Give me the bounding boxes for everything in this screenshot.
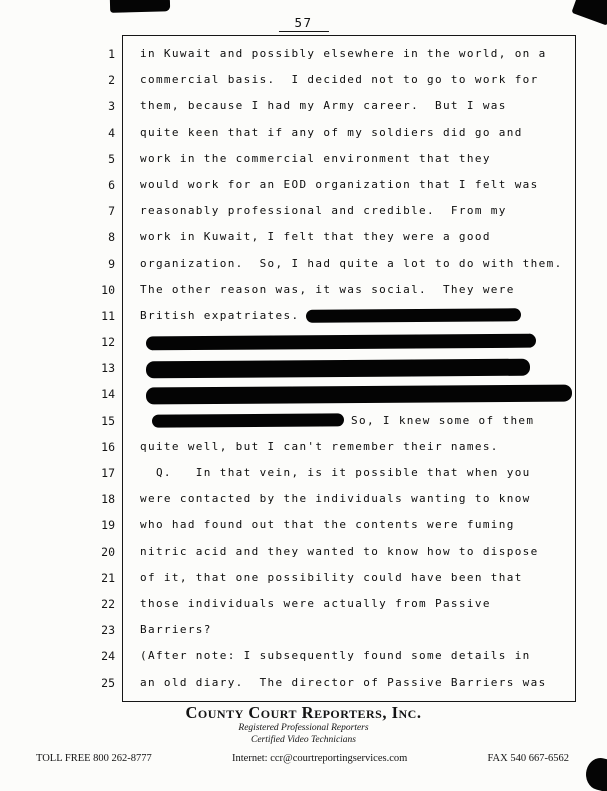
footer-company-name: County Court Reporters, Inc.: [185, 703, 422, 722]
transcript-line: [70, 93, 576, 119]
line-text-content: commercial basis. I decided not to go to work for: [140, 73, 539, 87]
line-number: 20: [101, 544, 115, 559]
line-number: 23: [101, 623, 115, 638]
transcript-line: [70, 486, 576, 512]
transcript-line: [70, 277, 576, 303]
line-number: 5: [108, 151, 115, 166]
line-text-content: work in Kuwait, I felt that they were a good: [140, 230, 491, 244]
line-number: 1: [108, 47, 115, 61]
line-text-content: The other reason was, it was social. They were: [140, 282, 515, 296]
line-text: [140, 251, 563, 277]
line-text-content: those individuals were actually from Passive: [140, 596, 491, 610]
line-number: 9: [108, 256, 115, 271]
line-text: [140, 146, 491, 172]
transcript-line: [70, 198, 576, 224]
line-number: 21: [101, 570, 115, 585]
line-text-content: in Kuwait and possibly elsewhere in the world, on a: [140, 47, 547, 60]
line-number: 16: [101, 439, 115, 454]
line-number: 8: [108, 230, 115, 245]
line-text: [140, 172, 539, 198]
line-text: [140, 670, 547, 696]
line-text-content: quite keen that if any of my soldiers did go and: [140, 125, 523, 139]
transcript-line: [70, 565, 576, 591]
line-number: 3: [108, 99, 115, 114]
transcript-line: [70, 120, 576, 146]
transcript-line: [70, 67, 576, 93]
line-text: [140, 434, 499, 460]
line-text: [140, 277, 515, 303]
transcript-line: [70, 617, 576, 643]
footer: [0, 703, 607, 764]
footer-tagline-certified: Certified Video Technicians: [250, 734, 356, 745]
line-number: 13: [101, 361, 115, 376]
transcript-line: [70, 539, 576, 565]
line-number: 2: [108, 73, 115, 88]
line-text-content: quite well, but I can't remember their names.: [140, 439, 499, 453]
line-number: 14: [101, 387, 115, 402]
line-text: [140, 355, 530, 381]
line-number: 15: [101, 413, 115, 428]
line-text: [140, 539, 539, 565]
line-text: [140, 329, 536, 355]
redaction-bar: [146, 384, 572, 404]
transcript-line: [70, 251, 576, 277]
line-text: [140, 460, 531, 486]
line-text-content: reasonably professional and credible. From my: [140, 204, 507, 218]
transcript-line: [70, 591, 576, 617]
line-number: 19: [101, 518, 115, 533]
line-number: 24: [101, 649, 115, 664]
line-text-content: work in the commercial environment that they: [140, 151, 491, 165]
line-text: [140, 120, 523, 146]
transcript-line: [70, 434, 576, 460]
line-number: 11: [101, 308, 115, 323]
line-text: [140, 591, 491, 617]
line-text: [140, 41, 547, 67]
line-text: [140, 486, 531, 512]
line-text-content: were contacted by the individuals wanting to know: [140, 492, 531, 506]
line-text-content: (After note: I subsequently found some details in: [140, 649, 531, 663]
line-number: 25: [101, 675, 115, 690]
transcript-line: [70, 460, 576, 486]
line-number: 6: [108, 177, 115, 192]
transcript-body: [70, 41, 576, 696]
line-text: [140, 67, 539, 93]
transcript-line: [70, 381, 576, 407]
transcript-line: [70, 224, 576, 250]
redaction-bar: [146, 358, 530, 378]
line-number: 17: [101, 466, 115, 480]
footer-contact-line: [0, 746, 607, 764]
footer-internet-email: Internet: ccr@courtreportingservices.com: [232, 753, 408, 764]
redaction-bar: [146, 334, 536, 351]
line-text-content: So, I knew some of them: [351, 413, 535, 427]
line-text-content: an old diary. The director of Passive Barriers was: [140, 675, 547, 689]
line-text: [140, 617, 212, 643]
footer-fax: FAX 540 667-6562: [487, 753, 569, 764]
line-text: [140, 512, 515, 538]
line-text-content: Barriers?: [140, 623, 212, 637]
line-text-content: them, because I had my Army career. But I was: [140, 99, 507, 113]
transcript-line: [70, 670, 576, 696]
transcript-line: [70, 172, 576, 198]
transcript-line: [70, 355, 576, 381]
transcript-line: [70, 408, 576, 434]
line-text: [140, 381, 572, 407]
line-number: 7: [108, 204, 115, 219]
line-text: [140, 224, 491, 250]
footer-tagline-registered: Registered Professional Reporters: [238, 723, 369, 733]
page-number: 57: [278, 15, 328, 32]
line-text-content: organization. So, I had quite a lot to do with them.: [140, 256, 563, 270]
transcript-line: [70, 643, 576, 669]
transcript-line: [70, 512, 576, 538]
scan-artifact-top-left: [110, 0, 170, 13]
footer-tollfree: TOLL FREE 800 262-8777: [36, 753, 152, 764]
line-text: [140, 408, 534, 434]
transcript-line: [70, 329, 576, 355]
line-text-content: who had found out that the contents were fuming: [140, 518, 515, 532]
redaction-bar: [152, 413, 344, 427]
transcript-line: [70, 41, 576, 67]
line-text: [140, 565, 523, 591]
line-text: [140, 303, 521, 329]
redaction-bar: [306, 309, 521, 324]
line-text-content: of it, that one possibility could have been that: [140, 570, 523, 584]
line-text-content: Q. In that vein, is it possible that when you: [140, 466, 531, 479]
line-number: 4: [108, 125, 115, 140]
transcript-line: [70, 146, 576, 172]
line-text-content: nitric acid and they wanted to know how to dispose: [140, 544, 539, 558]
line-number: 10: [101, 282, 115, 297]
line-text: [140, 93, 507, 119]
line-text-content: would work for an EOD organization that I felt was: [140, 177, 539, 191]
line-number: 22: [101, 596, 115, 611]
line-number: 12: [101, 335, 115, 350]
scan-artifact-top-right: [571, 0, 607, 26]
transcript-line: [70, 303, 576, 329]
line-text: [140, 643, 531, 669]
line-text-content: British expatriates.: [140, 308, 300, 322]
line-text: [140, 198, 507, 224]
line-number: 18: [101, 492, 115, 507]
